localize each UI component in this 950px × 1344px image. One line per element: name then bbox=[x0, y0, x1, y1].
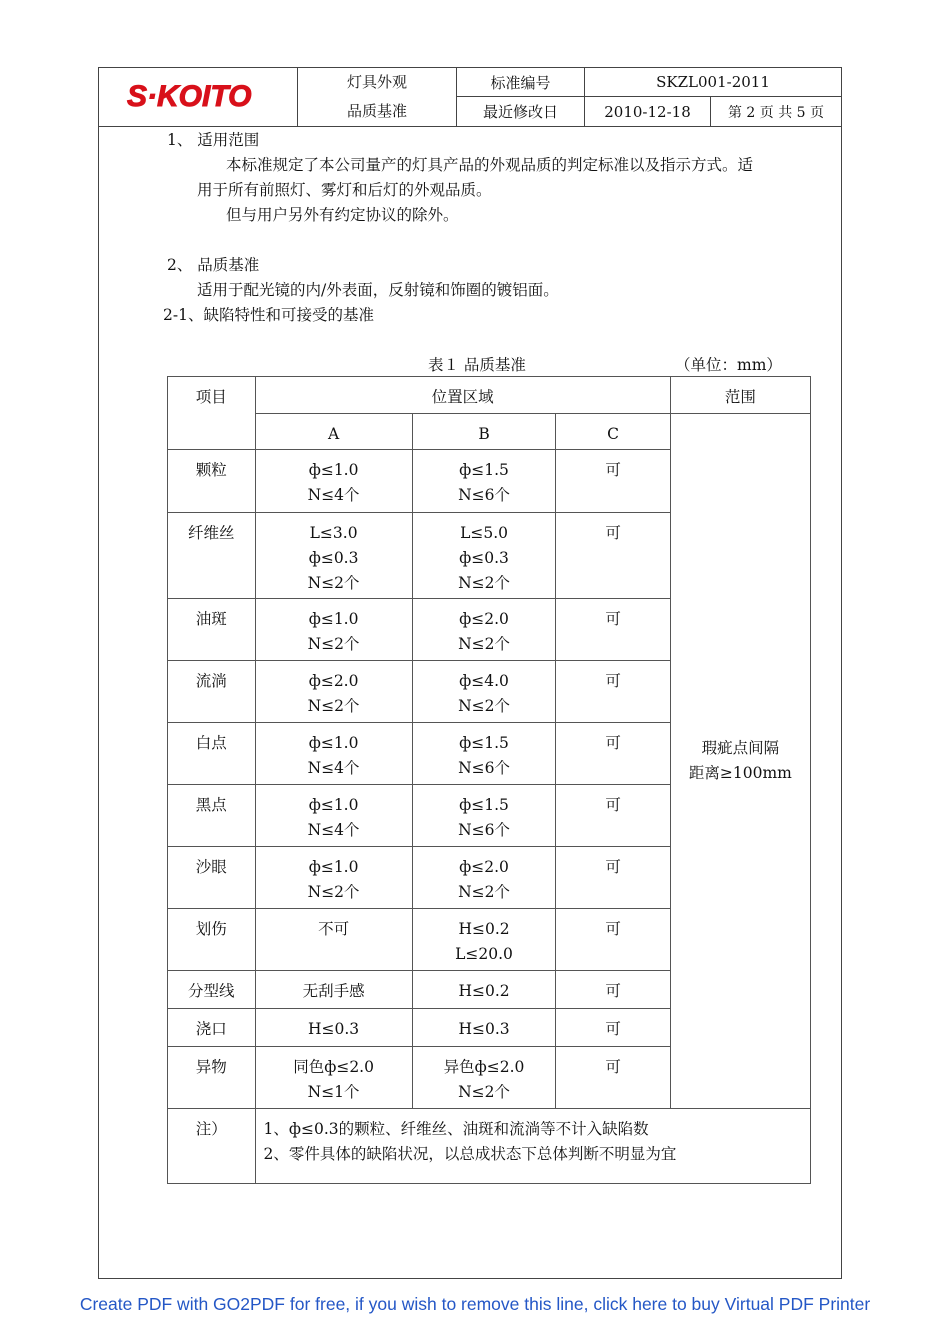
criteria-a bbox=[255, 723, 412, 785]
criteria-c: 可 bbox=[556, 1009, 670, 1047]
header-col-a: A bbox=[255, 414, 412, 450]
criteria-line: N≤4个 bbox=[307, 759, 360, 777]
defect-item: 沙眼 bbox=[168, 847, 256, 909]
criteria-line: ф≤1.0 bbox=[308, 461, 359, 479]
pdf-footer-link[interactable]: Create PDF with GO2PDF for free, if you wish to remove this line, click here to buy Virtual PDF Printer bbox=[79, 1294, 871, 1314]
note-row bbox=[168, 1109, 811, 1184]
header-item: 项目 bbox=[168, 377, 256, 450]
criteria-line: ф≤1.0 bbox=[308, 734, 359, 752]
criteria-c: 可 bbox=[556, 909, 670, 971]
svg-text:S·KOITO: S·KOITO bbox=[127, 80, 252, 112]
criteria-line: N≤2个 bbox=[307, 635, 360, 653]
section-2-paragraph: 适用于配光镜的内/外表面，反射镜和饰圈的镀铝面。 bbox=[197, 281, 559, 299]
criteria-b bbox=[412, 1047, 556, 1109]
criteria-b bbox=[412, 661, 556, 723]
criteria-b bbox=[412, 599, 556, 661]
note-line: 2、零件具体的缺陷状况，以总成状态下总体判断不明显为宜 bbox=[263, 1145, 677, 1163]
criteria-c: 可 bbox=[556, 513, 670, 599]
criteria-line: ф≤2.0 bbox=[459, 610, 509, 628]
criteria-line: ф≤0.3 bbox=[459, 549, 509, 567]
table-unit: （单位：mm） bbox=[675, 356, 782, 374]
title-line-1: 灯具外观 bbox=[346, 73, 407, 91]
standard-number-label: 标准编号 bbox=[457, 68, 585, 97]
criteria-line: ф≤1.5 bbox=[459, 461, 509, 479]
range-value-line-1: 瑕疵点间隔 bbox=[701, 738, 780, 757]
criteria-c: 可 bbox=[556, 847, 670, 909]
criteria-line: 无刮手感 bbox=[302, 982, 365, 1000]
criteria-line: N≤2个 bbox=[307, 574, 360, 592]
header-col-c: C bbox=[556, 414, 670, 450]
criteria-b bbox=[412, 723, 556, 785]
company-logo bbox=[99, 68, 298, 127]
criteria-line: N≤6个 bbox=[458, 759, 510, 777]
criteria-line: ф≤1.0 bbox=[308, 796, 359, 814]
criteria-b bbox=[412, 785, 556, 847]
criteria-c: 可 bbox=[556, 971, 670, 1009]
criteria-line: H≤0.3 bbox=[458, 1020, 510, 1038]
criteria-line: L≤3.0 bbox=[309, 524, 358, 542]
criteria-a bbox=[255, 450, 412, 513]
criteria-a bbox=[255, 785, 412, 847]
criteria-a bbox=[255, 909, 412, 971]
note-line: 1、ф≤0.3的颗粒、纤维丝、油斑和流淌等不计入缺陷数 bbox=[263, 1120, 649, 1138]
criteria-line: ф≤2.0 bbox=[459, 858, 509, 876]
criteria-line: ф≤1.5 bbox=[459, 734, 509, 752]
section-2-title: 2、 品质基准 bbox=[167, 256, 260, 274]
standard-number-value: SKZL001-2011 bbox=[585, 68, 842, 97]
criteria-line: L≤5.0 bbox=[460, 524, 508, 542]
criteria-line: N≤2个 bbox=[307, 883, 360, 901]
criteria-line: N≤2个 bbox=[307, 697, 360, 715]
page-info: 第 2 页 共 5 页 bbox=[711, 97, 842, 127]
criteria-a bbox=[255, 661, 412, 723]
section-1-exception: 但与用户另外有约定协议的除外。 bbox=[226, 206, 459, 224]
note-label: 注） bbox=[168, 1109, 256, 1184]
document-header bbox=[98, 67, 842, 127]
criteria-b bbox=[412, 971, 556, 1009]
defect-item: 黑点 bbox=[168, 785, 256, 847]
title-line-2: 品质基准 bbox=[346, 102, 407, 120]
criteria-line: N≤2个 bbox=[458, 883, 510, 901]
criteria-a bbox=[255, 513, 412, 599]
note-content bbox=[255, 1109, 810, 1184]
defect-item: 纤维丝 bbox=[168, 513, 256, 599]
defect-item: 异物 bbox=[168, 1047, 256, 1109]
defect-item: 划伤 bbox=[168, 909, 256, 971]
criteria-c: 可 bbox=[556, 1047, 670, 1109]
criteria-a bbox=[255, 1009, 412, 1047]
criteria-line: N≤2个 bbox=[458, 574, 510, 592]
criteria-line: 同色ф≤2.0 bbox=[293, 1058, 374, 1076]
revised-date-value: 2010-12-18 bbox=[585, 97, 711, 127]
defect-item: 流淌 bbox=[168, 661, 256, 723]
criteria-line: ф≤4.0 bbox=[459, 672, 509, 690]
criteria-line: H≤0.2 bbox=[458, 920, 510, 938]
criteria-line: N≤6个 bbox=[458, 821, 510, 839]
criteria-line: 异色ф≤2.0 bbox=[443, 1058, 525, 1076]
criteria-a bbox=[255, 599, 412, 661]
section-1-paragraph-line-2: 用于所有前照灯、雾灯和后灯的外观品质。 bbox=[197, 181, 492, 199]
criteria-line: ф≤1.0 bbox=[308, 858, 359, 876]
criteria-b bbox=[412, 847, 556, 909]
header-range: 范围 bbox=[670, 377, 810, 414]
section-2-1-title: 2-1、缺陷特性和可接受的基准 bbox=[163, 306, 374, 324]
criteria-c: 可 bbox=[556, 723, 670, 785]
criteria-line: ф≤0.3 bbox=[308, 549, 359, 567]
criteria-line: ф≤2.0 bbox=[308, 672, 359, 690]
criteria-c: 可 bbox=[556, 599, 670, 661]
header-col-b: B bbox=[412, 414, 556, 450]
criteria-line: N≤4个 bbox=[307, 486, 360, 504]
criteria-a bbox=[255, 1047, 412, 1109]
defect-item: 分型线 bbox=[168, 971, 256, 1009]
koito-logo-icon bbox=[123, 78, 273, 112]
criteria-line: N≤4个 bbox=[307, 821, 360, 839]
criteria-line: H≤0.3 bbox=[308, 1020, 360, 1038]
criteria-line: H≤0.2 bbox=[458, 982, 510, 1000]
criteria-line: N≤2个 bbox=[458, 697, 510, 715]
criteria-line: N≤2个 bbox=[458, 635, 510, 653]
criteria-line: N≤6个 bbox=[458, 486, 510, 504]
criteria-c: 可 bbox=[556, 785, 670, 847]
criteria-b bbox=[412, 1009, 556, 1047]
criteria-c: 可 bbox=[556, 450, 670, 513]
criteria-b bbox=[412, 450, 556, 513]
range-value bbox=[670, 414, 810, 1109]
section-1-title: 1、 适用范围 bbox=[167, 131, 260, 149]
criteria-a bbox=[255, 847, 412, 909]
section-1-paragraph-line-1: 本标准规定了本公司量产的灯具产品的外观品质的判定标准以及指示方式。适 bbox=[226, 156, 754, 174]
header-area: 位置区域 bbox=[255, 377, 670, 414]
range-value-line-2: 距离≥100mm bbox=[688, 763, 792, 782]
revised-date-label: 最近修改日 bbox=[457, 97, 585, 127]
defect-item: 白点 bbox=[168, 723, 256, 785]
defect-item: 颗粒 bbox=[168, 450, 256, 513]
quality-standard-table bbox=[167, 376, 811, 1184]
criteria-line: N≤2个 bbox=[458, 1083, 510, 1101]
document-title bbox=[298, 68, 457, 127]
criteria-b bbox=[412, 909, 556, 971]
criteria-line: L≤20.0 bbox=[455, 945, 513, 963]
criteria-line: 不可 bbox=[318, 920, 350, 938]
criteria-line: N≤1个 bbox=[307, 1083, 360, 1101]
defect-item: 油斑 bbox=[168, 599, 256, 661]
criteria-a bbox=[255, 971, 412, 1009]
criteria-b bbox=[412, 513, 556, 599]
criteria-c: 可 bbox=[556, 661, 670, 723]
defect-item: 浇口 bbox=[168, 1009, 256, 1047]
criteria-line: ф≤1.5 bbox=[459, 796, 509, 814]
table-caption: 表１ 品质基准 bbox=[428, 356, 526, 374]
criteria-line: ф≤1.0 bbox=[308, 610, 359, 628]
